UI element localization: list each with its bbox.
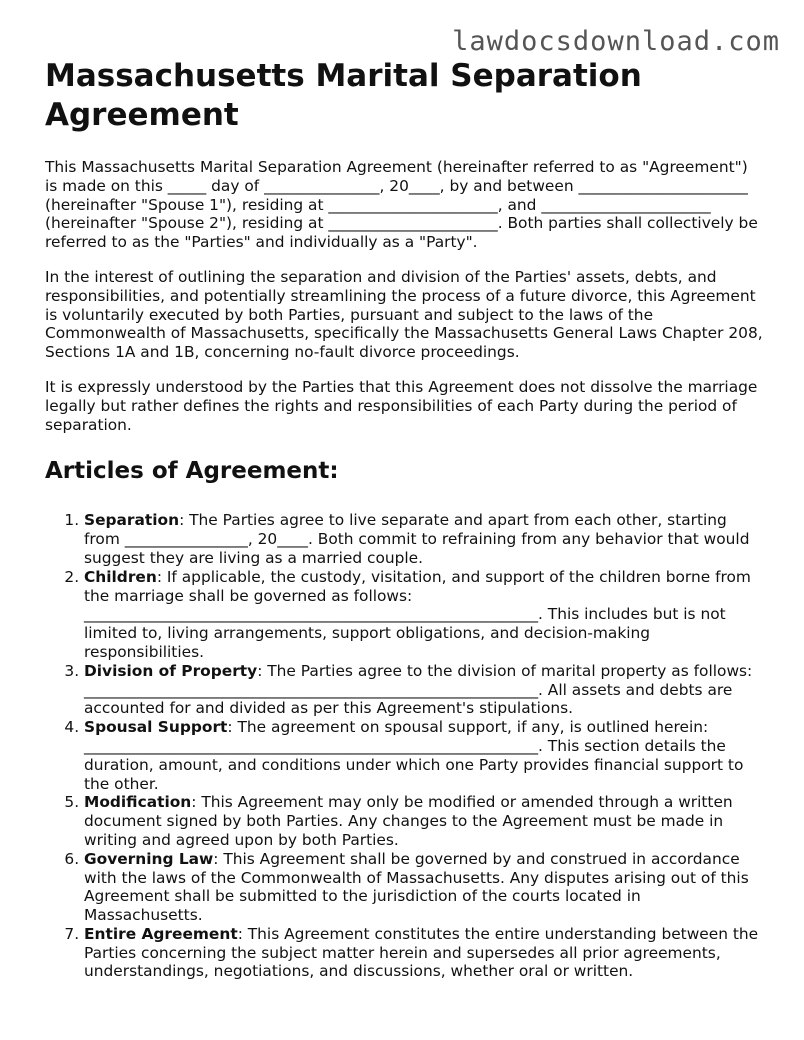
intro-paragraph-1: This Massachusetts Marital Separation Agreement (hereinafter referred to as "Agreement") is made on this _____ day of _______________, 20____, by and between ______________________ (hereinafter "Spouse 1"), residing at ______________________, and ______________________ (hereinafter "Spouse 2"), residing at ______________________. Both parties shall collectively be referred to as the "Parties" and individually as a "Party". xyxy=(45,158,758,252)
article-text: : The agreement on spousal support, if any, is outlined herein: ___________________________________________________________. This section details the duration, amount, and conditions under which one Party provides financial support to the other. xyxy=(84,718,744,793)
article-term: Governing Law xyxy=(84,849,214,868)
article-item xyxy=(84,568,763,662)
article-term: Division of Property xyxy=(84,661,258,680)
intro-paragraph-2: In the interest of outlining the separation and division of the Parties' assets, debts, and responsibilities, and potentially streamlining the process of a future divorce, this Agreement is voluntarily executed by both Parties, pursuant and subject to the laws of the Commonwealth of Massachusetts, specifically the Massachusetts General Laws Chapter 208, Sections 1A and 1B, concerning no-fault divorce proceedings. xyxy=(45,267,763,362)
article-item xyxy=(84,662,763,718)
watermark: lawdocsdownload.com xyxy=(452,26,780,57)
article-text: : The Parties agree to live separate and apart from each other, starting from ________________, 20____. Both commit to refraining from any behavior that would suggest they are living as a married couple. xyxy=(84,511,750,567)
intro-paragraph-3: It is expressly understood by the Parties that this Agreement does not dissolve the marriage legally but rather defines the rights and responsibilities of each Party during the period of separation. xyxy=(45,377,758,434)
article-text: : This Agreement shall be governed by and construed in accordance with the laws of the Commonwealth of Massachusetts. Any disputes arising out of this Agreement shall be submitted to the jurisdiction of the courts located in Massachusetts. xyxy=(84,849,749,925)
article-term: Spousal Support xyxy=(84,718,228,737)
article-term: Children xyxy=(84,567,157,586)
article-item xyxy=(84,511,763,567)
article-item xyxy=(84,850,763,925)
articles-heading: Articles of Agreement: xyxy=(45,458,339,485)
article-term: Separation xyxy=(84,511,180,530)
article-text: : The Parties agree to the division of marital property as follows: ___________________________________________________________. All assets and debts are accounted for and divided as per this Agreement's stipulations. xyxy=(84,661,753,718)
article-item xyxy=(84,718,763,793)
document-title: Massachusetts Marital Separation Agreement xyxy=(45,58,642,133)
article-term: Entire Agreement xyxy=(84,924,238,943)
articles-list xyxy=(45,511,763,981)
article-text: : If applicable, the custody, visitation, and support of the children borne from the marriage shall be governed as follows: ___________________________________________________________. This includes but is not limited to, living arrangements, support obligations, and decision-making responsibilities. xyxy=(84,567,751,661)
article-text: : This Agreement constitutes the entire understanding between the Parties concerning the subject matter herein and supersedes all prior agreements, understandings, negotiations, and discussions, whether oral or written. xyxy=(84,924,759,981)
article-text: : This Agreement may only be modified or amended through a written document signed by both Parties. Any changes to the Agreement must be made in writing and agreed upon by both Parties. xyxy=(84,793,733,849)
article-term: Modification xyxy=(84,793,192,812)
document-body xyxy=(45,57,763,981)
article-item xyxy=(84,793,763,849)
article-item xyxy=(84,925,763,981)
